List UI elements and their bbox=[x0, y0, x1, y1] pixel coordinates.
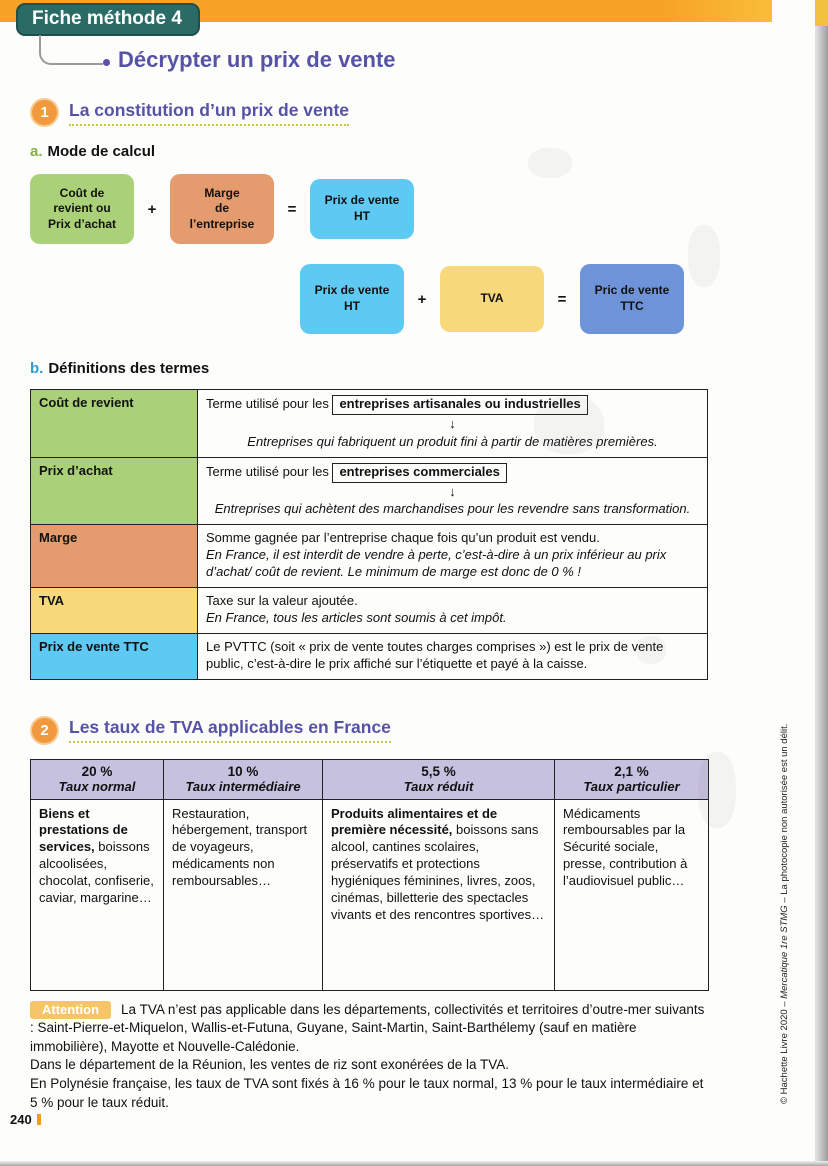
tva-rate: 2,1 % bbox=[614, 763, 649, 779]
definition-cout-de-revient bbox=[198, 390, 708, 458]
scan-smudge bbox=[698, 752, 736, 828]
tva-cell-text: boissons alcoolisées, chocolat, confiserie, caviar, margarine… bbox=[39, 839, 154, 906]
definition-text: Somme gagnée par l’entreprise chaque fois qu’un produit est vendu. bbox=[206, 530, 600, 546]
tva-cell-bold: Biens et prestations de services, bbox=[39, 805, 128, 855]
boxed-term: entreprises artisanales ou industrielles bbox=[332, 395, 587, 415]
tva-cell-10 bbox=[164, 799, 323, 990]
box-prix-vente-ht-2: Prix de vente HT bbox=[300, 264, 404, 334]
down-arrow-icon: ↓ bbox=[449, 483, 456, 499]
table-row bbox=[31, 390, 708, 458]
definition-prix-achat bbox=[198, 457, 708, 525]
connector-dot bbox=[103, 59, 110, 66]
definition-prix-vente-ttc bbox=[198, 633, 708, 679]
equals-operator: = bbox=[287, 200, 297, 218]
tva-rate: 5,5 % bbox=[421, 763, 456, 779]
tva-rate-label: Taux normal bbox=[58, 778, 136, 794]
tva-rate: 20 % bbox=[81, 763, 113, 779]
page-number bbox=[10, 1112, 41, 1127]
box-marge: Marge de l’entreprise bbox=[170, 174, 274, 244]
formula-row-1 bbox=[30, 174, 708, 244]
term-tva: TVA bbox=[31, 588, 198, 634]
box-prix-vente-ht: Prix de vente HT bbox=[310, 179, 414, 239]
box-prix-vente-ttc: Pric de vente TTC bbox=[580, 264, 684, 334]
definition-italic: En France, tous les articles sont soumis à cet impôt. bbox=[206, 609, 507, 625]
down-arrow-icon: ↓ bbox=[449, 415, 456, 431]
box-cout-de-revient: Coût de revient ou Prix d’achat bbox=[30, 174, 134, 244]
subsection-b-title: Définitions des termes bbox=[48, 360, 210, 377]
tva-rate-label: Taux réduit bbox=[403, 778, 474, 794]
table-row bbox=[31, 588, 708, 634]
connector-line bbox=[39, 35, 103, 65]
tva-header-20 bbox=[31, 759, 164, 799]
definition-italic: En France, il est interdit de vendre à perte, c’est-à-dire à un prix inférieur au prix d’achat/ coût de revient. Le minimum de marge est donc de 0 % ! bbox=[206, 547, 667, 580]
tva-rate-label: Taux particulier bbox=[583, 778, 680, 794]
section-2-header bbox=[30, 716, 708, 745]
definition-detail: Entreprises qui achètent des marchandises pour les revendre sans transformation. bbox=[214, 501, 691, 517]
box-tva: TVA bbox=[440, 266, 544, 332]
attention-line-2: Dans le département de la Réunion, les ventes de riz sont exonérées de la TVA. bbox=[30, 1057, 510, 1073]
section-2-title: Les taux de TVA applicables en France bbox=[69, 717, 391, 743]
section-2-number: 2 bbox=[30, 716, 59, 745]
tva-cell-bold: Produits alimentaires et de première nécessité, bbox=[331, 805, 498, 838]
term-cout-de-revient: Coût de revient bbox=[31, 390, 198, 458]
definition-marge bbox=[198, 525, 708, 588]
table-row bbox=[31, 633, 708, 679]
method-sheet-badge: Fiche méthode 4 bbox=[16, 3, 200, 36]
term-prix-vente-ttc: Prix de vente TTC bbox=[31, 633, 198, 679]
tva-header-21 bbox=[555, 759, 709, 799]
tva-cell-text: boissons sans alcool, cantines scolaires, préservatifs et protections hygiéniques féminines, livres, zoos, cinémas, billetterie des spectacles vivants et des rencontres sportives… bbox=[331, 822, 545, 922]
copyright-post: – La photocopie non autorisée est un délit. bbox=[779, 723, 790, 906]
definition-text: Le PVTTC (soit « prix de vente toutes charges comprises ») est le prix de vente public, c’est-à-dire le prix affiché sur l’étiquette et payé à la caisse. bbox=[206, 638, 664, 671]
definition-detail: Entreprises qui fabriquent un produit fini à partir de matières premières. bbox=[247, 433, 658, 449]
scan-smudge bbox=[528, 148, 572, 178]
equals-operator-2: = bbox=[557, 290, 567, 308]
definition-intro: Terme utilisé pour les bbox=[206, 396, 329, 411]
table-row bbox=[31, 457, 708, 525]
section-1-number: 1 bbox=[30, 98, 59, 127]
tva-rates-table bbox=[30, 759, 709, 991]
boxed-term: entreprises commerciales bbox=[332, 463, 506, 483]
attention-line-1 bbox=[30, 1001, 708, 1057]
tva-cell-text: Médicaments remboursables par la Sécurité sociale, presse, contribution à l’audiovisuel public… bbox=[563, 805, 688, 889]
attention-block bbox=[30, 1001, 708, 1113]
tva-header-row bbox=[31, 759, 709, 799]
page-edge-shadow bbox=[815, 0, 828, 1166]
definitions-table bbox=[30, 389, 708, 680]
scan-smudge bbox=[636, 636, 666, 664]
subsection-a-letter: a. bbox=[30, 143, 43, 160]
tva-body-row bbox=[31, 799, 709, 990]
definition-text: Taxe sur la valeur ajoutée. bbox=[206, 593, 358, 609]
page-bottom-shadow bbox=[0, 1161, 828, 1166]
section-1-title: La constitution d’un prix de vente bbox=[69, 100, 349, 126]
formula-row-2 bbox=[300, 264, 708, 334]
section-1-header bbox=[30, 98, 708, 127]
table-row bbox=[31, 525, 708, 588]
subsection-b-heading bbox=[30, 360, 708, 377]
scan-smudge bbox=[534, 396, 604, 454]
copyright-vertical-text bbox=[779, 724, 790, 1104]
attention-text-1: La TVA n’est pas applicable dans les départements, collectivités et territoires d’outre-mer suivants : Saint-Pierre-et-Miquelon, Wallis-et-Futuna, Guyane, Saint-Martin, Saint-Barthélemy (sauf en matière immobilière), Mayotte et Nouvelle-Calédonie. bbox=[30, 1001, 705, 1054]
tva-rate: 10 % bbox=[227, 763, 259, 779]
tva-header-10 bbox=[164, 759, 323, 799]
plus-operator: + bbox=[147, 200, 157, 218]
scan-smudge bbox=[688, 225, 720, 287]
term-prix-achat: Prix d’achat bbox=[31, 457, 198, 525]
term-marge: Marge bbox=[31, 525, 198, 588]
page-number-tick bbox=[37, 1114, 41, 1125]
page-title: Décrypter un prix de vente bbox=[118, 47, 396, 72]
attention-line-3: En Polynésie française, les taux de TVA sont fixés à 16 % pour le taux normal, 13 % pour le taux intermédiaire et 5 % pour le taux réduit. bbox=[30, 1076, 704, 1110]
subsection-a-heading bbox=[30, 143, 708, 160]
definition-intro: Terme utilisé pour les bbox=[206, 463, 329, 479]
copyright-book-title: Mercatique 1re STMG bbox=[779, 905, 790, 999]
page-number-text: 240 bbox=[10, 1112, 32, 1127]
tva-cell-21 bbox=[555, 799, 709, 990]
definition-intro-line bbox=[206, 463, 699, 483]
plus-operator-2: + bbox=[417, 290, 427, 308]
subsection-b-letter: b. bbox=[30, 360, 44, 377]
tva-cell-text: Restauration, hébergement, transport de voyageurs, médicaments non remboursables… bbox=[172, 805, 308, 889]
attention-badge: Attention bbox=[30, 1001, 111, 1019]
subsection-a-title: Mode de calcul bbox=[47, 143, 156, 160]
definition-intro-line bbox=[206, 395, 699, 415]
tva-header-55 bbox=[323, 759, 555, 799]
tva-cell-20 bbox=[31, 799, 164, 990]
definition-tva bbox=[198, 588, 708, 634]
tva-cell-55 bbox=[323, 799, 555, 990]
page-content bbox=[30, 98, 708, 1112]
copyright-pre: © Hachette Livre 2020 – bbox=[779, 998, 790, 1104]
page-edge-yellow bbox=[815, 0, 828, 26]
tva-rate-label: Taux intermédiaire bbox=[185, 778, 301, 794]
